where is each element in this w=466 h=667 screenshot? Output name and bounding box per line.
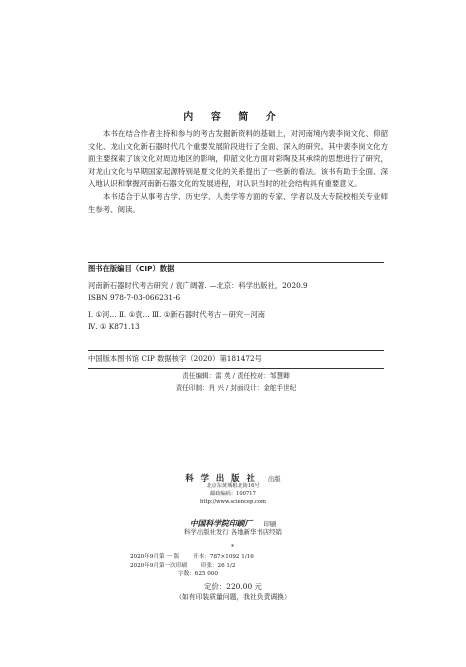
publisher-website: http://www.sciencep.com: [200, 499, 266, 505]
print-sheets: 印张：26 1/2: [200, 562, 236, 569]
cip-block: [88, 263, 388, 334]
distribution-text: 科学出版社发行 各地新华书店经销: [184, 528, 282, 536]
print-date: 2020年9月第一次印刷: [130, 562, 187, 569]
printer-logo: 中国科学院印刷厂: [189, 519, 253, 528]
cip-title-line: 河南新石器时代考古研究 / 袁广阔著. —北京：科学出版社，2020.9: [88, 280, 308, 290]
publisher-postcode: 邮政编码：100717: [210, 491, 256, 497]
book-format: 开本：787×1092 1/16: [193, 554, 254, 560]
cip-bottom-rule: [88, 368, 384, 369]
cip-subject-line: Ⅰ. ①河… Ⅱ. ①袁… Ⅲ. ①新石器时代考古－研究－河南: [88, 309, 266, 319]
publisher-logo: 科 学 出 版 社: [185, 473, 257, 483]
intro-abstract: [88, 128, 388, 216]
publisher-role: 出版: [267, 475, 281, 483]
cip-isbn: ISBN 978-7-03-066231-6: [88, 293, 181, 303]
editors-block: [88, 371, 384, 395]
cip-record-block: [88, 353, 388, 366]
intro-paragraph-1: 本书在结合作者主持和参与的考古发掘新资料的基础上，对河南境内裴李岗文化、仰韶文化、龙山文化新石器时代几个重要发展阶段进行了全面、深入的研究。其中裴李岗文化方面主要探索了该文化对周边地区的影响，仰韶文化方面对彩陶及其承续的思想进行了研究，对龙山文化与早期国家起源特别是夏文化的关系提出了一些新的看法。该书有助于全面、深入地认识和掌握河南新石器文化的发展进程，对认识当时的社会结构具有重要意义。: [88, 129, 388, 189]
intro-paragraph-2: 本书适合于从事考古学、历史学、人类学等方面的专家、学者以及大专院校相关专业师生参考、阅读。: [88, 191, 388, 214]
cip-record-rule: [88, 350, 384, 351]
quality-notice: （如有印装质量问题，我社负责调换）: [175, 593, 291, 601]
separator-mark: *: [231, 544, 234, 551]
intro-title: 内 容 简 介: [183, 112, 283, 123]
cip-heading: 图书在版编目（CIP）数据: [88, 264, 175, 273]
word-count: 字数：625 000: [178, 571, 218, 578]
distribution-line: [0, 527, 466, 538]
publisher-info: [0, 482, 466, 506]
cip-classification: Ⅳ. ① K871.13: [88, 322, 140, 332]
publisher-address: 北京东黄城根北街16号: [206, 483, 260, 489]
print-stats: [130, 553, 350, 579]
printer-role: 印刷: [263, 520, 277, 528]
price-block: [0, 581, 466, 603]
cip-record: 中国版本图书馆 CIP 数据核字（2020）第181472号: [88, 354, 262, 363]
price-label: 定价：220.00 元: [204, 582, 262, 591]
editors-line-2: 责任印制：肖 兴 / 封面设计：金舵手世纪: [175, 383, 297, 392]
edition-date: 2020年9月第 一 版: [130, 554, 180, 560]
editors-line-1: 责任编辑：雷 英 / 责任校对：邹慧卿: [182, 372, 290, 380]
